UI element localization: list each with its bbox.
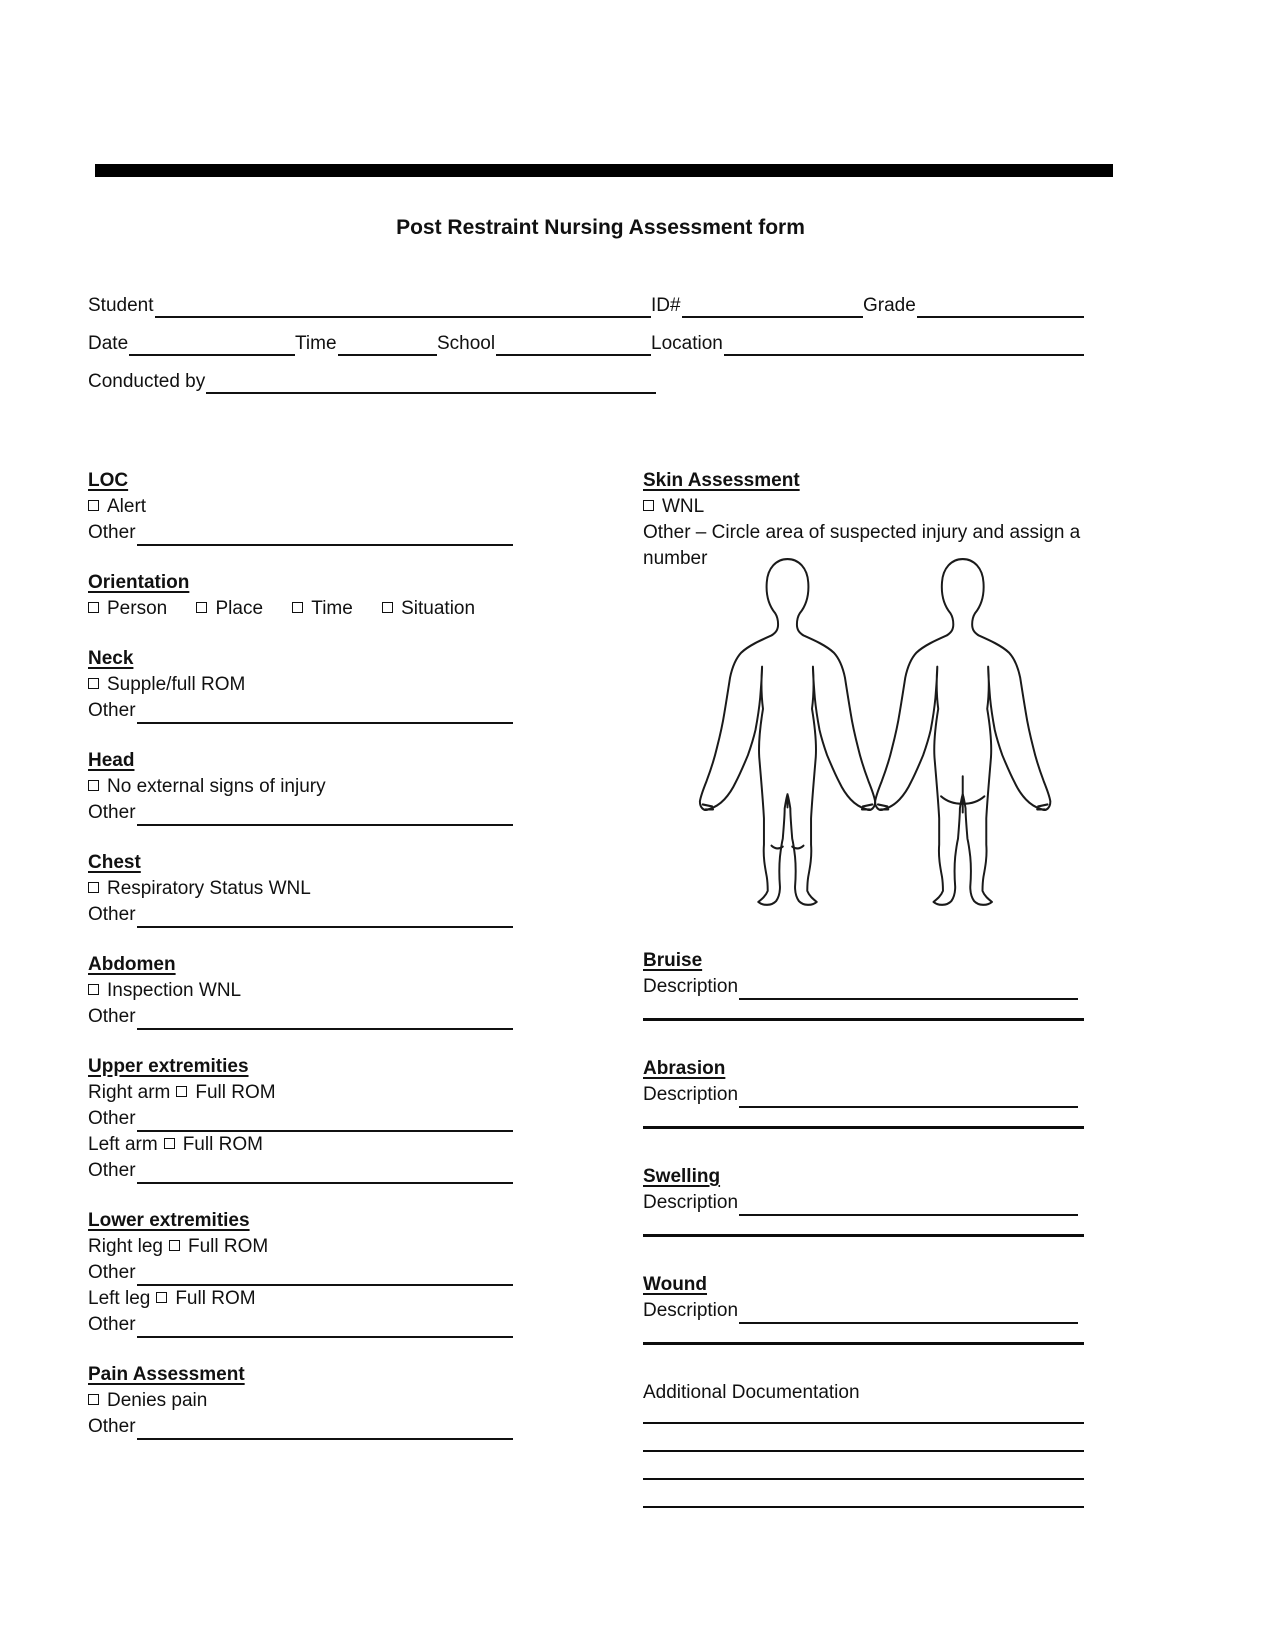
additional-documentation-label: Additional Documentation: [643, 1382, 860, 1403]
additional-doc-line-1[interactable]: [643, 1406, 1084, 1424]
location-input-line[interactable]: [724, 331, 1084, 356]
grade-input-line[interactable]: [917, 293, 1084, 318]
date-label: Date: [88, 333, 129, 354]
right-arm-other-line[interactable]: [137, 1106, 513, 1132]
wound-extra-line[interactable]: [643, 1342, 1084, 1345]
page-title: Post Restraint Nursing Assessment form: [396, 216, 805, 239]
buttocks-crease-lines: [941, 776, 984, 812]
loc-section: [88, 468, 513, 546]
neck-section: [88, 646, 513, 724]
loc-title: LOC: [88, 470, 129, 491]
abrasion-description-line[interactable]: [739, 1082, 1078, 1108]
checkbox-left-arm-full-rom[interactable]: [164, 1138, 175, 1149]
orientation-checkbox-row: [88, 596, 513, 622]
loc-other-line[interactable]: [137, 520, 513, 546]
wnl-label: WNL: [662, 496, 705, 517]
abdomen-title: Abdomen: [88, 954, 176, 975]
orientation-title: Orientation: [88, 572, 190, 593]
chest-other-row: [88, 902, 513, 928]
checkbox-alert[interactable]: [88, 500, 99, 511]
pain-check-row: [88, 1388, 513, 1414]
wound-title: Wound: [643, 1274, 708, 1295]
checkbox-inspection-wnl[interactable]: [88, 984, 99, 995]
additional-doc-line-2[interactable]: [643, 1424, 1084, 1452]
bruise-description-row: [643, 974, 1084, 1000]
checkbox-right-arm-full-rom[interactable]: [176, 1086, 187, 1097]
left-column: [88, 468, 513, 1464]
neck-check-row: [88, 672, 513, 698]
bruise-extra-line[interactable]: [643, 1018, 1084, 1021]
body-figure-front[interactable]: [700, 559, 875, 905]
id-label: ID#: [651, 295, 681, 316]
situation-label: Situation: [401, 598, 476, 619]
description-label: Description: [643, 1084, 739, 1105]
neck-title: Neck: [88, 648, 134, 669]
checkbox-denies-pain[interactable]: [88, 1394, 99, 1405]
pain-assessment-title: Pain Assessment: [88, 1364, 245, 1385]
header-row-2: [88, 331, 1084, 356]
left-arm-rom-label: Full ROM: [182, 1134, 263, 1155]
right-arm-row: [88, 1080, 513, 1106]
abrasion-section: [643, 1056, 1084, 1129]
orientation-place: [196, 598, 263, 619]
pain-other-row: [88, 1414, 513, 1440]
student-field: [88, 293, 651, 318]
head-check-row: [88, 774, 513, 800]
conducted-by-input-line[interactable]: [206, 369, 656, 394]
additional-doc-line-3[interactable]: [643, 1452, 1084, 1480]
skin-other-note: Other – Circle area of suspected injury and assign a number: [643, 522, 1081, 569]
grade-label: Grade: [863, 295, 916, 316]
left-arm-other-row: [88, 1158, 513, 1184]
left-leg-row: [88, 1286, 513, 1312]
left-leg-label: Left leg: [88, 1288, 151, 1309]
denies-pain-label: Denies pain: [107, 1390, 208, 1411]
respiratory-label: Respiratory Status WNL: [107, 878, 311, 899]
body-diagram[interactable]: [698, 553, 1056, 911]
time-label: Time: [311, 598, 353, 619]
grade-field: [863, 293, 1084, 318]
head-other-line[interactable]: [137, 800, 513, 826]
header-row-1: [88, 293, 1084, 318]
upper-extremities-section: [88, 1054, 513, 1184]
chest-section: [88, 850, 513, 928]
skin-wnl-row: [643, 494, 1084, 520]
inspection-label: Inspection WNL: [107, 980, 242, 1001]
other-label: Other: [88, 522, 136, 543]
wound-section: [643, 1272, 1084, 1345]
right-leg-rom-label: Full ROM: [188, 1236, 269, 1257]
orientation-section: [88, 570, 513, 622]
header-fields: [88, 293, 1084, 407]
description-label: Description: [643, 1300, 739, 1321]
description-label: Description: [643, 976, 739, 997]
right-arm-other-row: [88, 1106, 513, 1132]
wound-description-line[interactable]: [739, 1298, 1078, 1324]
date-input-line[interactable]: [129, 331, 295, 356]
additional-documentation-section: [643, 1380, 1084, 1508]
neck-other-row: [88, 698, 513, 724]
wound-description-row: [643, 1298, 1084, 1324]
head-section: [88, 748, 513, 826]
school-label: School: [437, 333, 496, 354]
no-injury-label: No external signs of injury: [107, 776, 326, 797]
checkbox-situation[interactable]: [382, 602, 393, 613]
pain-other-line[interactable]: [137, 1414, 513, 1440]
description-label: Description: [643, 1192, 739, 1213]
abdomen-check-row: [88, 978, 513, 1004]
conducted-by-label: Conducted by: [88, 371, 206, 392]
abrasion-extra-line[interactable]: [643, 1126, 1084, 1129]
orientation-person: [88, 598, 167, 619]
orientation-time: [292, 598, 353, 619]
lower-extremities-title: Lower extremities: [88, 1210, 250, 1231]
other-label: Other: [88, 1160, 136, 1181]
conducted-by-field: [88, 369, 656, 394]
lower-extremities-section: [88, 1208, 513, 1338]
top-rule-bar: [95, 164, 1113, 177]
other-label: Other: [88, 1262, 136, 1283]
other-label: Other: [88, 904, 136, 925]
right-leg-label: Right leg: [88, 1236, 163, 1257]
other-label: Other: [88, 802, 136, 823]
time-field: [295, 331, 437, 356]
swelling-description-row: [643, 1190, 1084, 1216]
checkbox-person[interactable]: [88, 602, 99, 613]
skin-assessment-title: Skin Assessment: [643, 470, 800, 491]
right-arm-label: Right arm: [88, 1082, 171, 1103]
other-label: Other: [88, 1108, 136, 1129]
swelling-extra-line[interactable]: [643, 1234, 1084, 1237]
right-leg-other-row: [88, 1260, 513, 1286]
place-label: Place: [215, 598, 264, 619]
orientation-situation: [382, 598, 475, 619]
alert-label: Alert: [107, 496, 147, 517]
school-field: [437, 331, 651, 356]
id-field: [651, 293, 863, 318]
id-input-line[interactable]: [682, 293, 863, 318]
right-column: [643, 468, 1084, 1403]
loc-alert-row: [88, 494, 513, 520]
time-label: Time: [295, 333, 337, 354]
other-label: Other: [88, 1006, 136, 1027]
chest-check-row: [88, 876, 513, 902]
abdomen-other-line[interactable]: [137, 1004, 513, 1030]
checkbox-wnl[interactable]: [643, 500, 654, 511]
head-other-row: [88, 800, 513, 826]
bruise-description-line[interactable]: [739, 974, 1078, 1000]
person-label: Person: [107, 598, 168, 619]
school-input-line[interactable]: [496, 331, 651, 356]
additional-doc-line-4[interactable]: [643, 1480, 1084, 1508]
left-arm-row: [88, 1132, 513, 1158]
pain-assessment-section: [88, 1362, 513, 1440]
checkbox-right-leg-full-rom[interactable]: [169, 1240, 180, 1251]
body-figure-back[interactable]: [875, 559, 1050, 905]
student-input-line[interactable]: [155, 293, 652, 318]
right-leg-row: [88, 1234, 513, 1260]
checkbox-time[interactable]: [292, 602, 303, 613]
abrasion-title: Abrasion: [643, 1058, 726, 1079]
head-title: Head: [88, 750, 135, 771]
left-leg-rom-label: Full ROM: [175, 1288, 256, 1309]
left-leg-other-row: [88, 1312, 513, 1338]
loc-other-row: [88, 520, 513, 546]
other-label: Other: [88, 1314, 136, 1335]
student-label: Student: [88, 295, 154, 316]
checkbox-left-leg-full-rom[interactable]: [156, 1292, 167, 1303]
other-label: Other: [88, 1416, 136, 1437]
left-arm-label: Left arm: [88, 1134, 158, 1155]
left-arm-other-line[interactable]: [137, 1158, 513, 1184]
bruise-title: Bruise: [643, 950, 703, 971]
neck-other-line[interactable]: [137, 698, 513, 724]
bruise-section: [643, 948, 1084, 1021]
location-field: [651, 331, 1084, 356]
location-label: Location: [651, 333, 723, 354]
header-row-3: [88, 369, 1084, 394]
swelling-title: Swelling: [643, 1166, 721, 1187]
abrasion-description-row: [643, 1082, 1084, 1108]
abdomen-section: [88, 952, 513, 1030]
right-leg-other-line[interactable]: [137, 1260, 513, 1286]
front-detail-lines: [771, 794, 803, 848]
chest-other-line[interactable]: [137, 902, 513, 928]
right-arm-rom-label: Full ROM: [195, 1082, 276, 1103]
swelling-description-line[interactable]: [739, 1190, 1078, 1216]
date-field: [88, 331, 295, 356]
checkbox-no-external-signs[interactable]: [88, 780, 99, 791]
supple-label: Supple/full ROM: [107, 674, 246, 695]
other-label: Other: [88, 700, 136, 721]
left-leg-other-line[interactable]: [137, 1312, 513, 1338]
checkbox-respiratory-wnl[interactable]: [88, 882, 99, 893]
checkbox-place[interactable]: [196, 602, 207, 613]
checkbox-supple-full-rom[interactable]: [88, 678, 99, 689]
swelling-section: [643, 1164, 1084, 1237]
time-input-line[interactable]: [338, 331, 437, 356]
abdomen-other-row: [88, 1004, 513, 1030]
upper-extremities-title: Upper extremities: [88, 1056, 249, 1077]
chest-title: Chest: [88, 852, 141, 873]
